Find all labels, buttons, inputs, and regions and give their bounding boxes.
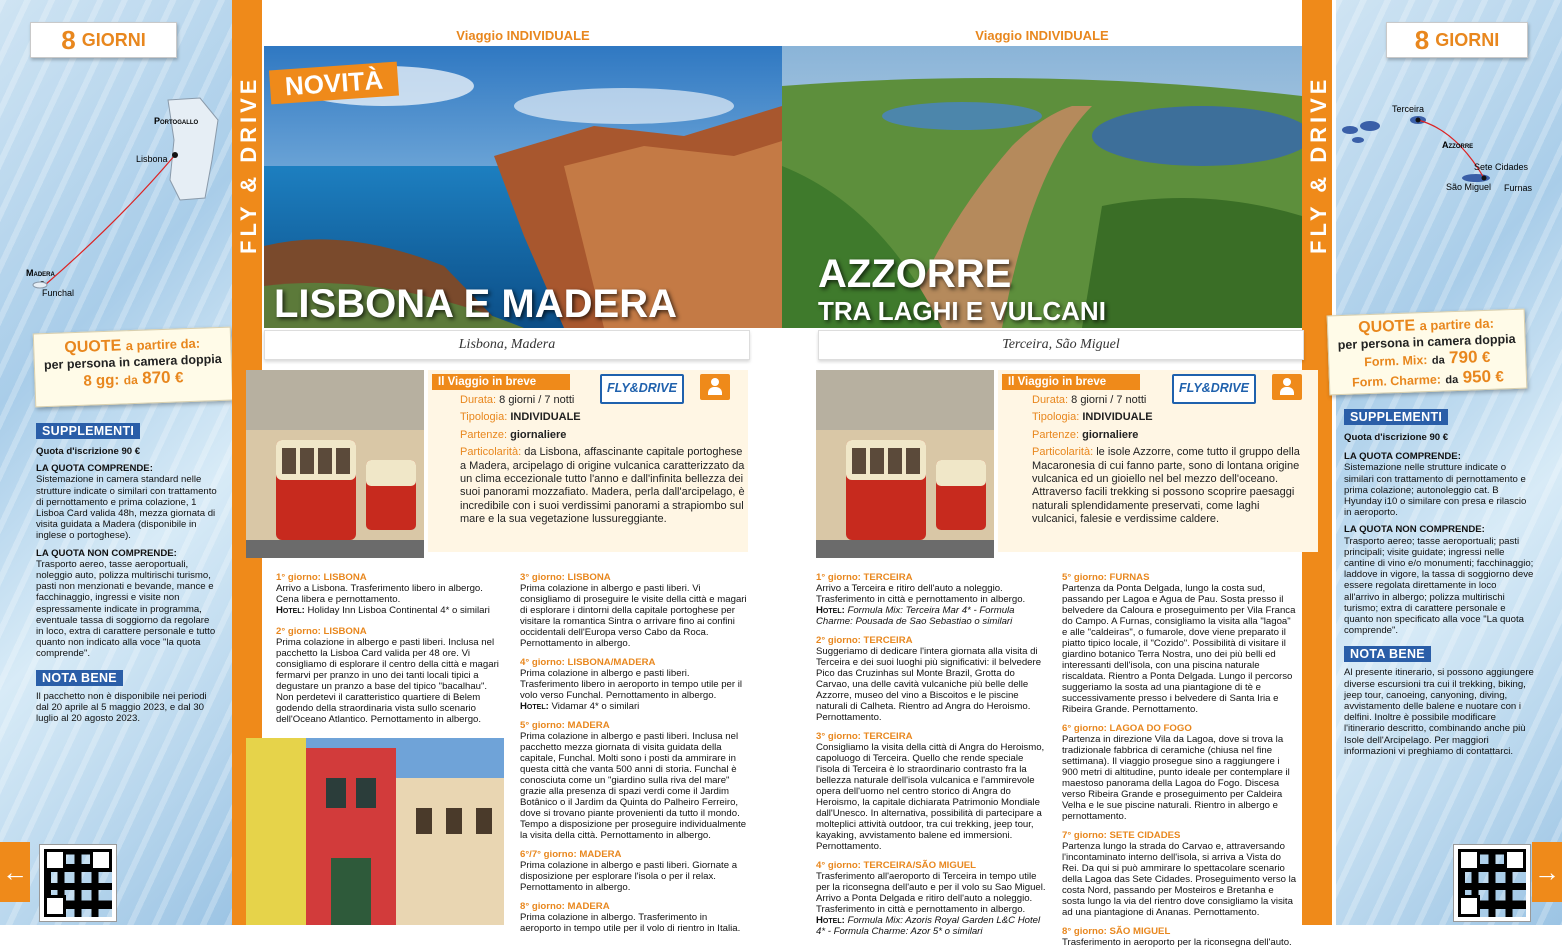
page-title-lisbona: LISBONA E MADERA	[274, 282, 677, 326]
days-badge	[1386, 22, 1528, 58]
itinerary-column-3	[816, 572, 1048, 937]
map-label-sao-miguel: São Miguel	[1446, 182, 1492, 192]
days-number: 8	[61, 24, 76, 55]
day-heading: 3° giorno: LISBONA	[520, 572, 611, 583]
partenze-label: Partenze:	[460, 428, 508, 441]
day-heading: 8° giorno: SÃO MIGUEL	[1062, 926, 1171, 937]
particolarita-value: da Lisbona, affascinante capitale portoghese a Madera, arcipelago di origine vulcanica caratterizzato da un clima eccezionale tutto l'anno e dall'infinita bellezza dei suoi panorami mozzafiato. Madera, perla dall'arcipelago, è incredibile con i suoi verdissimi panorami a strapiombo sul mare e la sua vegetazione lussureggiante.	[460, 446, 745, 526]
travel-type-band: Viaggio INDIVIDUALE	[264, 26, 782, 46]
map-label-funchal: Funchal	[42, 288, 75, 298]
quote-currency: €	[1495, 368, 1505, 386]
trip-facts	[1032, 394, 1302, 527]
comprende-text: Sistemazione nelle strutture indicate o similari con trattamento di pernottamento e prima colazione; autonoleggio cat. B Hyunday i10 o similare con presa e rilascio in aeroporto.	[1344, 462, 1527, 519]
nota-title: NOTA BENE	[1344, 646, 1431, 662]
non-comprende-text: Trasporto aereo, tasse aeroportuali, noleggio auto, polizza multirischi turismo, pasti non menzionati e bevande, mance e facchinaggio, ingressi e visite non espressamente indicate in programma, eventuale tassa di soggiorno da regolare in loco, extra di carattere personale e tutto quanto non indicato alla voce "la quota comprende".	[36, 558, 216, 660]
page-title-azzorre: AZZORRE	[818, 252, 1012, 296]
durata-label: Durata:	[460, 394, 497, 406]
tipologia-value: INDIVIDUALE	[510, 411, 581, 424]
quote-currency: €	[174, 369, 184, 387]
map-label-furnas: Furnas	[1504, 183, 1533, 193]
quote-room-type: per persona in camera doppia	[1337, 331, 1516, 353]
day-text: Partenza da Ponta Delgada, lungo la costa sud, passando per Lagoa e Agua de Pau. Sosta presso il belvedere da Caloura e proseguimento per Vila Franca do Campo. A Furnas, consigliamo la visita alla "lagoa" e alle "caldeiras", o fumarole, dove viene preparato il piatto tipico locale, il "Cozido". Possibilità di visitare il giardino botanico Terra Nostra, uno dei più belli ed interessanti dell'isola, con una piscina naturale riscaldata. Rientro a Ponta Delgada. Lungo il percorso suggeriamo la sosta ad una piantagione di tè e successivamente presso i belvedere di Santa Iria e Ribeira Grande. Pernottamento.	[1062, 583, 1296, 715]
hotel-label: Hotel:	[816, 605, 845, 616]
day-text: Prima colazione in albergo e pasti liberi. Giornate a disposizione per esplorare l'isola o per il relax. Pernottamento in albergo.	[520, 860, 738, 893]
fly-drive-label: FLY & DRIVE	[236, 75, 261, 255]
hotel-label: Hotel:	[816, 915, 845, 926]
durata-value: 8 giorni / 7 notti	[1071, 394, 1147, 406]
tipologia-label: Tipologia:	[1032, 411, 1080, 424]
day-heading: 5° giorno: FURNAS	[1062, 572, 1150, 583]
day-heading: 2° giorno: TERCEIRA	[816, 635, 913, 646]
day-heading: 4° giorno: LISBONA/MADERA	[520, 657, 656, 668]
day-heading: 6°/7° giorno: MADERA	[520, 849, 622, 860]
tipologia-value: INDIVIDUALE	[1082, 411, 1153, 424]
partenze-label: Partenze:	[1032, 428, 1080, 441]
nota-text: Al presente itinerario, si possono aggiungere diverse escursioni tra cui il trekking, biking, jeep tour, canoeing, canyoning, diving, avvistamento delle balene e nuotare con i delfini. Inoltre è possibile modificare l'itinerario descritto, combinando anche più Isole dell'Arcipelago. Per maggiori informazioni vi preghiamo di contattarci.	[1344, 667, 1534, 757]
hotel-value: Holiday Inn Lisboa Continental 4* o similari	[307, 605, 490, 616]
quote-da: da	[1445, 373, 1459, 387]
day-text: Prima colazione in albergo e pasti liberi. Inclusa nel pacchetto mezza giornata di visita guidata della capitale, Funchal. Molti sono i posti da ammirare in questa città che vanta 500 anni di storia. Funchal è conosciuta come un "giardino sulla riva del mare" grazie alla presenza di spazi verdi come il Jardim Botânico o il Jardim da Quinta do Palheiro Ferreiro, dove si trovano piante provenienti da tutto il mondo. Tempo a disposizione per proseguire individualmente la visita della città. Pernottamento in albergo.	[520, 731, 747, 841]
prev-page-arrow[interactable]: ←	[0, 842, 30, 902]
day-text: Trasferimento in aeroporto per la riconsegna dell'auto.	[1062, 937, 1292, 948]
day-heading: 4° giorno: TERCEIRA/SÃO MIGUEL	[816, 860, 977, 871]
right-sidebar	[1336, 0, 1562, 925]
day-text: Partenza lungo la strada do Carvao e, attraversando l'incontaminato interno dell'isola, si arriva a Vista do Rei. Da qui si può ammirare lo spettacolare scenario della Lagoa das Sete Cidades. Proseguimento verso la costa Nord, passando per Mosteiros e Bretanha e sosta lungo la via del rientro dove consigliamo la visita ad una piantagione di Ananas. Pernottamento.	[1062, 841, 1297, 918]
day-heading: 2° giorno: LISBONA	[276, 626, 367, 637]
hotel-label: Hotel:	[276, 605, 305, 616]
day-heading: 5° giorno: MADERA	[520, 720, 610, 731]
particolarita-label: Particolarità:	[460, 446, 522, 459]
days-badge	[30, 22, 177, 58]
day-heading: 8° giorno: MADERA	[520, 901, 610, 912]
days-number: 8	[1414, 24, 1430, 55]
non-comprende-title: LA QUOTA NON COMPRENDE:	[36, 547, 177, 559]
day-text: Consigliamo la visita della città di Angra do Heroismo, capoluogo di Terceira. Quello che rende speciale l'isola di Terceira è lo straordinario contrasto fra la bellezza naturale dell'isola vulcanica e l'ammirevole opera dell'uomo nel centro storico di Angra do Heroismo, la capitale dichiarata Patrimonio Mondiale dall'Unesco. In alternativa, possibilità di partecipare a molteplici attività outdoor, tra cui trekking, jeep tour, kayaking, avvistamento balene ed immersioni. Pernottamento.	[816, 742, 1045, 852]
fly-drive-badge: FLY&DRIVE	[1172, 374, 1256, 404]
quota-iscrizione: Quota d'iscrizione 90 €	[1344, 432, 1449, 443]
days-text: GIORNI	[1435, 29, 1500, 50]
quote-da: da	[123, 372, 139, 388]
itinerary-column-4	[1062, 572, 1298, 948]
durata-value: 8 giorni / 7 notti	[499, 394, 575, 406]
hotel-value: Formula Mix: Azoris Royal Garden L&C Hotel 4* - Formula Charme: Azor 5* o similari	[816, 915, 1041, 937]
day-text: Prima colazione in albergo e pasti liberi. Trasferimento libero in aeroporto in tempo utile per il volo verso Funchal. Pernottamento in albergo.	[520, 668, 743, 701]
left-sidebar	[0, 0, 232, 925]
map-label-lisbona: Lisbona	[136, 154, 168, 164]
day-text: Arrivo a Terceira e ritiro dell'auto a noleggio. Trasferimento in città e pernottamento in albergo.	[816, 583, 1026, 605]
quota-iscrizione: Quota d'iscrizione 90 €	[36, 446, 141, 457]
day-heading: 6° giorno: LAGOA DO FOGO	[1062, 723, 1192, 734]
quote-currency: €	[1481, 348, 1491, 367]
non-comprende-title: LA QUOTA NON COMPRENDE:	[1344, 524, 1485, 536]
day-heading: 1° giorno: TERCEIRA	[816, 572, 913, 583]
quote-title: QUOTE	[1357, 317, 1416, 337]
partenze-value: giornaliere	[1082, 428, 1139, 441]
price-quote	[33, 327, 233, 408]
quote-mix-price: 790	[1448, 347, 1478, 368]
partenze-value: giornaliere	[510, 428, 567, 441]
qr-code[interactable]	[1454, 845, 1530, 921]
fly-drive-label: FLY & DRIVE	[1306, 75, 1331, 255]
brief-title: Il Viaggio in breve	[432, 374, 570, 390]
places-bar: Lisbona, Madera	[264, 330, 750, 360]
supplementi-title: SUPPLEMENTI	[1344, 409, 1448, 425]
particolarita-label: Particolarità:	[1032, 446, 1094, 459]
next-page-arrow[interactable]: →	[1532, 842, 1562, 902]
tram-photo-2	[816, 370, 994, 558]
nota-text: Il pacchetto non è disponibile nei periodi dal 20 aprile al 5 maggio 2023, e dal 30 luglio al 20 agosto 2023.	[36, 690, 207, 725]
fly-drive-badge: FLY&DRIVE	[600, 374, 684, 404]
street-photo	[246, 738, 504, 925]
days-text: GIORNI	[81, 29, 146, 50]
map-label-sete-cidades: Sete Cidades	[1474, 162, 1529, 172]
quote-charme-label: Form. Charme:	[1351, 372, 1442, 390]
comprende-text: Sistemazione in camera standard nelle strutture indicate o similari con trattamento di pernottamento e prima colazione, 1 Lisboa Card valida 48h, mezza giornata di visita guidata a Madera (disponibile in inglese o portoghese).	[36, 474, 217, 542]
map-label-terceira: Terceira	[1392, 104, 1425, 114]
day-text: Partenza in direzione Vila da Lagoa, dove si trova la tradizionale fabbrica di ceramiche (chiusa nel fine settimana). Il viaggio prosegue sino a raggiungere i 900 metri di altitudine, punto ideale per contemplare il maestoso panorama della Lagoa do Fogo. Discesa verso Ribeira Grande e proseguimento per Caldeira Velha e le sue piscine naturali. Rientro in albergo e pernottamento.	[1062, 734, 1290, 822]
day-heading: 3° giorno: TERCEIRA	[816, 731, 913, 742]
travel-type-band: Viaggio INDIVIDUALE	[782, 26, 1302, 46]
day-text: Trasferimento all'aeroporto di Terceira in tempo utile per la riconsegna dell'auto e per il volo su Sao Miguel. Arrivo a Ponta Delgada e ritiro dell'auto a noleggio. Trasferimento in città e pernottamento in albergo.	[816, 871, 1046, 915]
quote-price: 870	[141, 367, 171, 388]
quote-charme-price: 950	[1462, 366, 1492, 387]
trip-facts	[460, 394, 746, 527]
map-label-madera: Madera	[26, 268, 55, 278]
places-bar: Terceira, São Miguel	[818, 330, 1304, 360]
hotel-label: Hotel:	[520, 701, 549, 712]
nota-title: NOTA BENE	[36, 670, 123, 686]
qr-code[interactable]	[40, 845, 116, 921]
day-text: Suggeriamo di dedicare l'intera giornata alla visita di Terceira e dei suoi luoghi più significativi: il belvedere Pico das Cruzinhas sul Monte Brazil, Grotta do Carvao, una delle cavità vulcaniche più belle delle Azzorre, museo del vino a Biscoitos e le piscine naturali di Calheta. Rientro ad Angra do Heroismo. Pernottamento.	[816, 646, 1042, 723]
quote-room-type: per persona in camera doppia	[43, 351, 222, 373]
brief-title: Il Viaggio in breve	[1002, 374, 1140, 390]
particolarita-value: le isole Azzorre, come tutto il gruppo della Macaronesia di cui fanno parte, sono di lontana origine vulcanica ed un gioiello nel bel mezzo dell'oceano. Attraverso facili trekking si possono scoprire paesaggi naturali splendidamente preservati, come laghi vulcanici, falesie e verdissime caldere.	[1032, 446, 1300, 526]
quote-title: QUOTE	[64, 337, 122, 357]
quote-subtitle: a partire da:	[125, 335, 201, 354]
itinerary-column-1	[276, 572, 504, 725]
non-comprende-text: Trasporto aereo; tasse aeroportuali; pasti principali; visite guidate; ingressi nelle cantine di vino e/o monumenti; facchinaggio; laddove in vigore, la tassa di soggiorno deve essere regolata direttamente in loco all'arrivo in albergo; polizza multirischi turismo; extra di carattere personale e quanto non specificato alla voce "La quota comprende".	[1344, 535, 1534, 637]
quote-da: da	[1431, 354, 1445, 367]
day-heading: 7° giorno: SETE CIDADES	[1062, 830, 1181, 841]
quote-days: 8 gg:	[83, 371, 120, 390]
day-text: Prima colazione in albergo e pasti liberi. Inclusa nel pacchetto la Lisboa Card valida per 48 ore. Vi consigliamo di esplorare il centro della città e magari fermarvi per pranzo in uno dei tanti locali tipici a degustare un pranzo a base del tipico "bacalhau". Non perdetevi il caratteristico quartiere di Belem godendo della straordinaria vista sullo scenario dell'Oceano Atlantico. Pernottamento in albergo.	[276, 637, 499, 725]
comprende-title: LA QUOTA COMPRENDE:	[36, 463, 153, 475]
quote-subtitle: a partire da:	[1419, 315, 1495, 334]
comprende-title: LA QUOTA COMPRENDE:	[1344, 451, 1461, 463]
tipologia-label: Tipologia:	[460, 411, 508, 424]
itinerary-column-2	[520, 572, 748, 934]
day-text: Arrivo a Lisbona. Trasferimento libero in albergo. Cena libera e pernottamento.	[276, 583, 483, 605]
quote-mix-label: Form. Mix:	[1364, 352, 1428, 370]
day-text: Prima colazione in albergo e pasti liberi. Vi consigliamo di proseguire le visite della città e magari di esplorare i dintorni della capitale portoghese per visitare la romantica Sintra o arrivare fino ai confini occidentali dell'Europa verso Cabo da Roca. Pernottamento in albergo.	[520, 583, 747, 649]
page-subtitle-azzorre: TRA LAGHI E VULCANI	[818, 296, 1106, 326]
hotel-value: Vidamar 4* o similari	[551, 701, 640, 712]
day-text: Prima colazione in albergo. Trasferimento in aeroporto in tempo utile per il volo di rientro in Italia.	[520, 912, 741, 934]
supplementi-title: SUPPLEMENTI	[36, 423, 140, 439]
novita-badge: NOVITÀ	[269, 62, 399, 105]
day-heading: 1° giorno: LISBONA	[276, 572, 367, 583]
durata-label: Durata:	[1032, 394, 1069, 406]
hotel-value: Formula Mix: Terceira Mar 4* - Formula Charme: Pousada de Sao Sebastiao o similari	[816, 605, 1015, 627]
map-label-azzorre: Azzorre	[1442, 140, 1474, 150]
price-quote	[1327, 309, 1528, 396]
map-label-portogallo: Portogallo	[154, 116, 199, 126]
tram-photo-1	[246, 370, 424, 558]
